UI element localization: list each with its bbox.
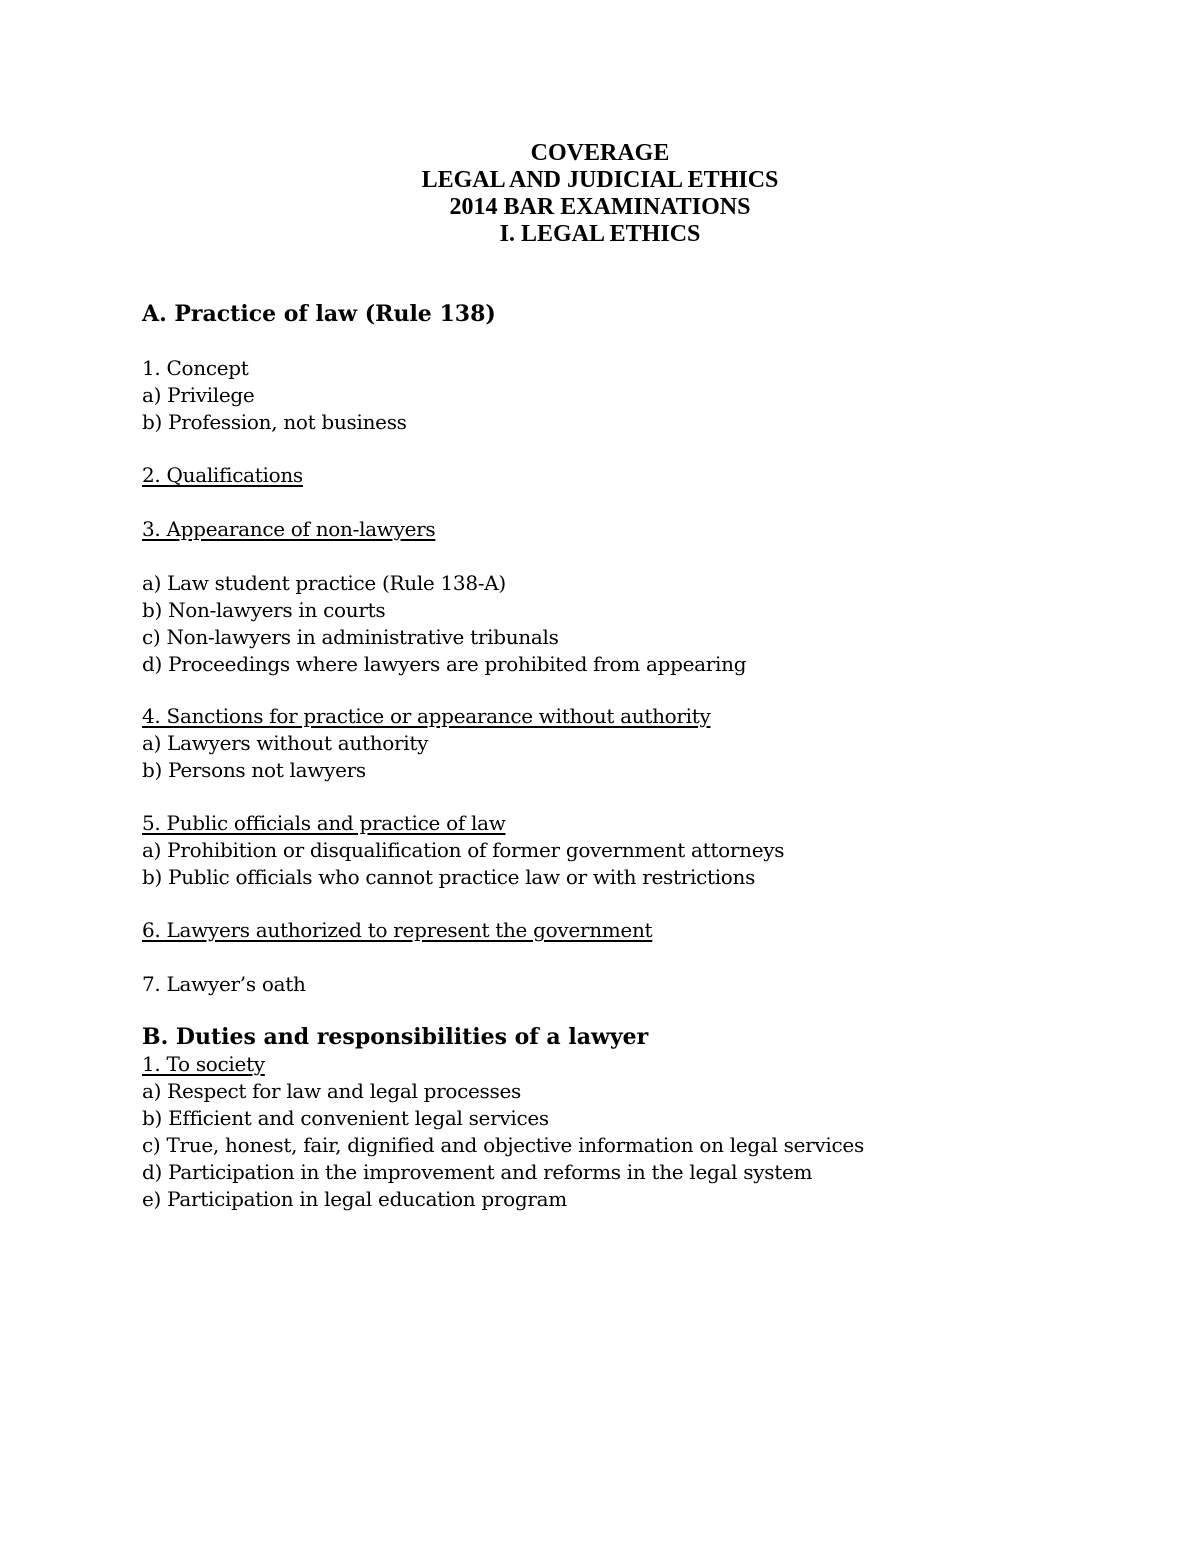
outline-subitem: d) Participation in the improvement and reforms in the legal system — [142, 1160, 813, 1184]
outline-subitem: a) Prohibition or disqualification of former government attorneys — [142, 838, 785, 862]
section-a-title: A. Practice of law (Rule 138) — [142, 301, 496, 327]
section-b-title: B. Duties and responsibilities of a lawyer — [142, 1024, 649, 1050]
document-header — [0, 140, 1200, 248]
outline-item: 6. Lawyers authorized to represent the government — [142, 918, 653, 942]
outline-item: 1. Concept — [142, 356, 249, 380]
outline-item: 7. Lawyer’s oath — [142, 972, 306, 996]
outline-item: 5. Public officials and practice of law — [142, 811, 506, 835]
outline-subitem: b) Non-lawyers in courts — [142, 598, 386, 622]
outline-subitem: b) Persons not lawyers — [142, 758, 366, 782]
outline-subitem: b) Public officials who cannot practice law or with restrictions — [142, 865, 756, 889]
outline-subitem: c) Non-lawyers in administrative tribunals — [142, 625, 559, 649]
header-coverage: COVERAGE — [530, 140, 670, 166]
outline-item: 2. Qualifications — [142, 463, 303, 487]
outline-subitem: d) Proceedings where lawyers are prohibited from appearing — [142, 652, 747, 676]
outline-item: 4. Sanctions for practice or appearance without authority — [142, 704, 711, 728]
outline-item: 1. To society — [142, 1052, 265, 1076]
outline-subitem: b) Efficient and convenient legal services — [142, 1106, 549, 1130]
header-subject: LEGAL AND JUDICIAL ETHICS — [421, 167, 779, 193]
outline-item: 3. Appearance of non-lawyers — [142, 517, 436, 541]
outline-subitem: e) Participation in legal education program — [142, 1187, 567, 1211]
outline-subitem: a) Law student practice (Rule 138-A) — [142, 571, 506, 595]
outline-subitem: a) Respect for law and legal processes — [142, 1079, 521, 1103]
outline-subitem: b) Profession, not business — [142, 410, 407, 434]
outline-subitem: a) Lawyers without authority — [142, 731, 429, 755]
outline-subitem: c) True, honest, fair, dignified and objective information on legal services — [142, 1133, 864, 1157]
header-part: I. LEGAL ETHICS — [499, 221, 701, 247]
header-exam: 2014 BAR EXAMINATIONS — [449, 194, 751, 220]
outline-subitem: a) Privilege — [142, 383, 255, 407]
